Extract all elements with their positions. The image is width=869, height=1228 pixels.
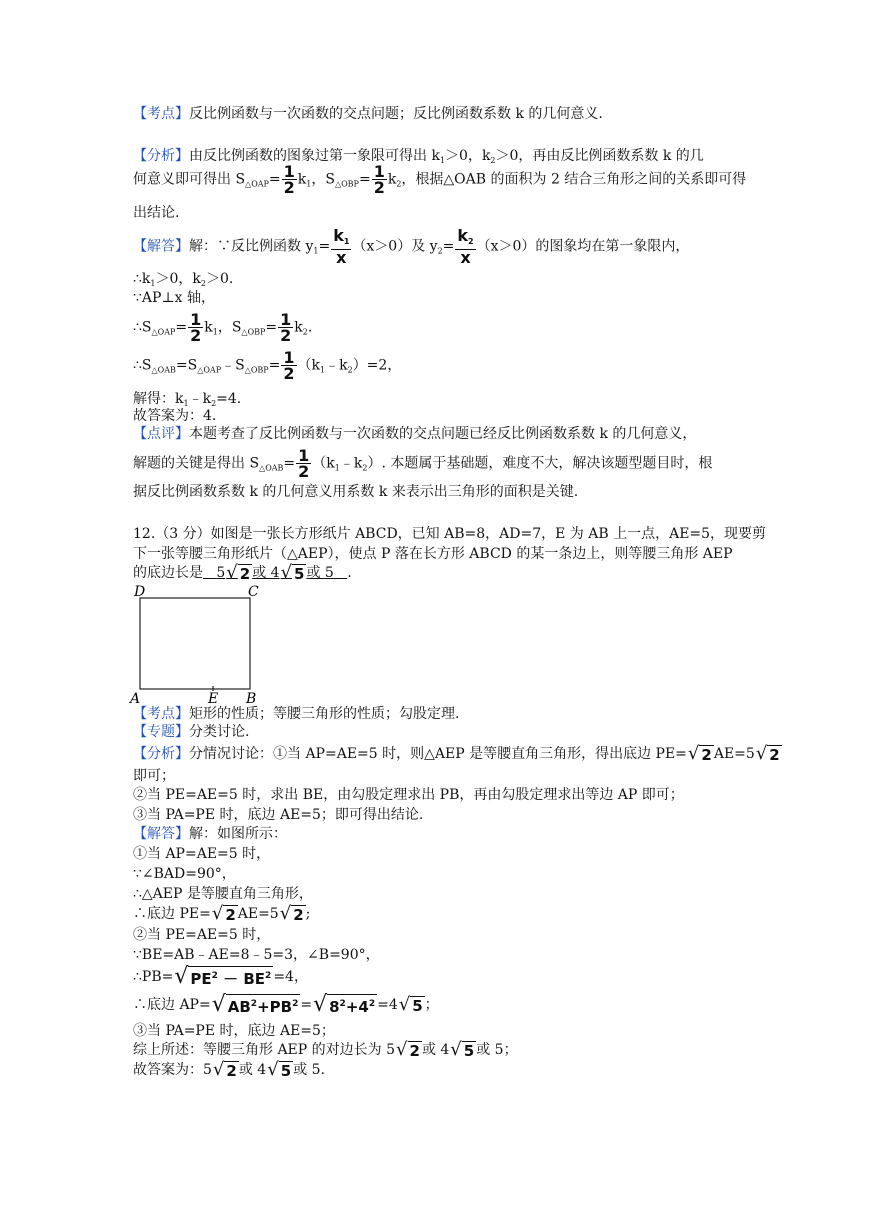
kaodian-line-11: 【考点】反比例函数与一次函数的交点问题；反比例函数系数 k 的几何意义. <box>133 106 603 122</box>
jieda-tag: 【解答】 <box>133 238 189 255</box>
fenxi-line-11-1: 【分析】由反比例函数的图象过第一象限可得出 $k_1>0$，$k_2>0$，再由反比例函数系数 k 的几 <box>133 148 704 165</box>
step-11-1: $\therefore k_1>0$，$k_2>0$. <box>133 271 234 288</box>
step-11-5: 解得：$k_1﹣k_2=4$. <box>133 391 242 408</box>
question-12-line-2: 下一张等腰三角形纸片（△AEP），使点 P 落在长方形 ABCD 的某一条边上，则等腰三角形 AEP <box>133 546 733 562</box>
step-12-6: ∵BE=AB﹣AE=8﹣5=3，∠B=90°， <box>133 947 380 963</box>
step-11-3: $\therefore S_{\triangle OAP}=$ $\frac{1}{2}$ $k_1$，$S_{\triangle OBP}=$ $\frac{1}{2}$ $k_2$. <box>133 310 313 345</box>
label-e: E <box>208 691 219 705</box>
half-fraction: $\frac{1}{2}$ <box>190 310 202 345</box>
jieda-line-11-1: 【解答】解：∵反比例函数 $y_1=$ $\frac{k_1}{x}$ （x＞0）及 $y_2=$ $\frac{k_2}{x}$ （x＞0）的图象均在第一象限内， <box>133 226 690 267</box>
jieda-line-12-1: 【解答】解：如图所示： <box>133 826 287 842</box>
rectangle-abcd-figure <box>128 583 268 705</box>
half-fraction: $\frac{1}{2}$ <box>298 446 310 481</box>
half-fraction: $\frac{1}{2}$ <box>283 348 295 383</box>
step-11-2: ∵AP⊥x 轴， <box>133 290 215 306</box>
fenxi-tag: 【分析】 <box>133 148 189 164</box>
step-12-4: ∴底边 PE=√ 2 AE=5√ 2 ; <box>133 903 311 924</box>
k2-over-x-fraction: $\frac{k_2}{x}$ <box>457 226 474 267</box>
dianping-line-11-3: 据反比例函数系数 k 的几何意义用系数 k 来表示出三角形的面积是关键. <box>133 484 579 500</box>
half-fraction: $\frac{1}{2}$ <box>280 310 292 345</box>
k1-over-x-fraction: $\frac{k_1}{x}$ <box>333 226 350 267</box>
label-d: D <box>134 584 146 600</box>
step-12-10: 综上所述：等腰三角形 AEP 的对边长为 5√ 2 或 4√ 5 或 5； <box>133 1039 518 1060</box>
step-12-3: ∴△AEP 是等腰直角三角形， <box>133 886 313 902</box>
step-12-11: 故答案为：5√ 2 或 4√ 5 或 5. <box>133 1059 325 1080</box>
kaodian-tag: 【考点】 <box>133 106 189 122</box>
fenxi-line-12-1: 【分析】分情况讨论：①当 AP=AE=5 时，则△AEP 是等腰直角三角形，得出底边 PE=√ 2 AE=5√ 2 <box>133 743 780 764</box>
dianping-line-11-2: 解题的关键是得出 $S_{\triangle OAB}=$ $\frac{1}{2}$ $(k_1﹣k_2)$. 本题属于基础题，难度不大，解决该题型题目时，根 <box>133 446 713 481</box>
dianping-tag: 【点评】 <box>133 426 189 442</box>
kaodian-line-12: 【考点】矩形的性质；等腰三角形的性质；勾股定理. <box>133 706 460 722</box>
label-a: A <box>130 691 141 705</box>
step-12-5: ②当 PE=AE=5 时， <box>133 927 271 943</box>
step-12-1: ①当 AP=AE=5 时， <box>133 846 271 862</box>
dianping-line-11-1: 【点评】本题考查了反比例函数与一次函数的交点问题已经反比例函数系数 k 的几何意义， <box>133 426 697 442</box>
fenxi-line-11-2: 何意义即可得出 $S_{\triangle OAP}=$ $\frac{1}{2}$ $k_1$，$S_{\triangle OBP}=$ $\frac{1}{2}$ $k_2$，根据△OAB 的面积为 2 结合三角形之间的关系即可得 <box>133 162 747 197</box>
question-12-line-3: 的底边长是 5√ 2 或 4√ 5 或 5 . <box>133 562 352 583</box>
step-12-7: ∴PB=√ $PE^2 - BE^2 =4$， <box>133 964 308 989</box>
step-12-8: ∴底边 AP=√ $AB^2+PB^2$ =√ $8^2+4^2 =4√$ 5 ； <box>133 992 439 1017</box>
step-11-6: 故答案为：4. <box>133 408 217 424</box>
rectangle-abcd <box>140 598 250 689</box>
label-b: B <box>246 691 257 705</box>
fenxi-line-12-2: 即可； <box>133 768 175 784</box>
half-fraction: $\frac{1}{2}$ <box>283 162 295 197</box>
step-12-9: ③当 PA=PE 时，底边 AE=5； <box>133 1023 335 1039</box>
answer-blank: 5√ 2 或 4√ 5 或 5 <box>216 562 334 583</box>
fenxi-line-12-3: ②当 PE=AE=5 时，求出 BE，由勾股定理求出 PB，再由勾股定理求出等边 AP 即可； <box>133 787 684 803</box>
zhuanti-line-12: 【专题】分类讨论. <box>133 724 250 740</box>
label-c: C <box>248 584 259 600</box>
fenxi-line-11-3: 出结论. <box>133 205 180 221</box>
half-fraction: $\frac{1}{2}$ <box>373 162 385 197</box>
question-12-line-1: 12.（3 分）如图是一张长方形纸片 ABCD，已知 AB=8，AD=7，E 为 AB 上一点，AE=5，现要剪 <box>133 526 767 542</box>
step-11-4: $\therefore S_{\triangle OAB}=S_{\triangle OAP}﹣S_{\triangle OBP}=$ $\frac{1}{2}$ $(k_1﹣k_2)=2$， <box>133 348 402 383</box>
step-12-2: ∵∠BAD=90°， <box>133 866 236 882</box>
fenxi-line-12-4: ③当 PA=PE 时，底边 AE=5；即可得出结论. <box>133 807 424 823</box>
